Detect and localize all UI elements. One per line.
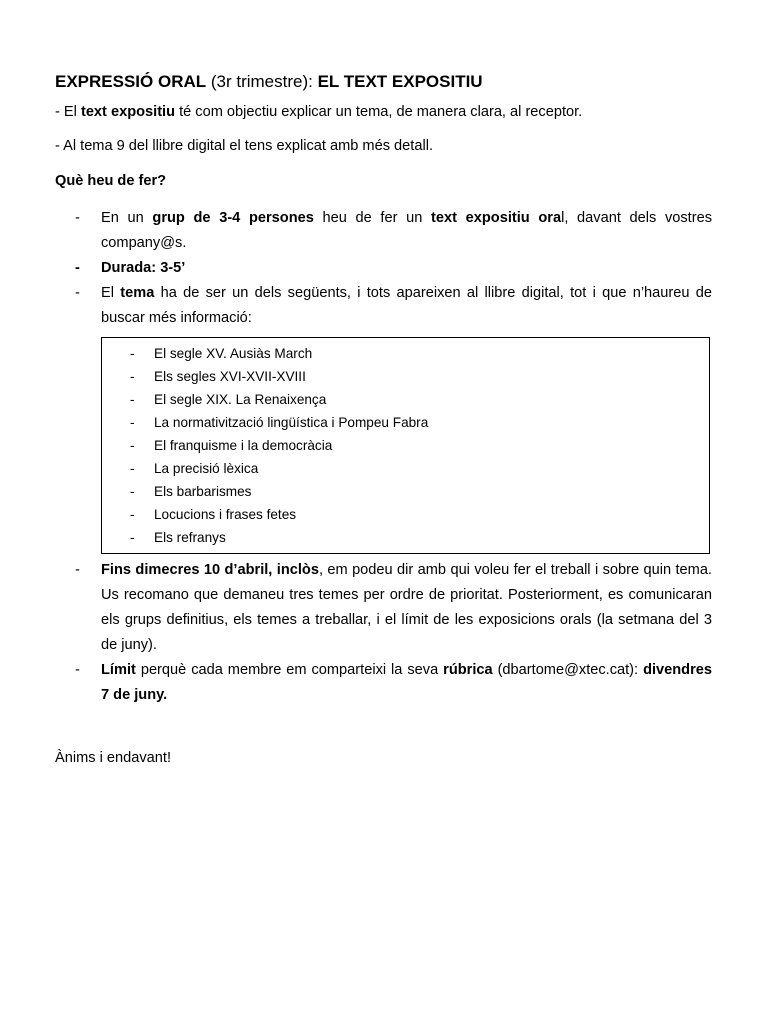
topic-item [102, 503, 709, 526]
instructions-list [55, 206, 712, 331]
topic-item [102, 411, 709, 434]
intro-paragraph-2: - Al tema 9 del llibre digital el tens explicat amb més detall. [55, 138, 433, 154]
bullet-dash: - [75, 562, 80, 578]
b1-bold-text: text expositiu ora [431, 210, 562, 226]
bullet-dash: - [75, 285, 80, 301]
b5-bold-rubrica: rúbrica [443, 662, 493, 678]
topic-dash: - [130, 530, 135, 545]
question-heading: Què heu de fer? [55, 173, 167, 189]
topic-dash: - [130, 484, 135, 499]
b1-text-a: En un [101, 210, 153, 226]
title-normal: (3r trimestre): [206, 72, 318, 91]
b4-text: , em podeu dir amb qui voleu fer el treball i sobre quin tema. Us recomano que demaneu tres temes per ordre de prioritat. Posteriorment, es comunicaran els grups definitius, els temes a treballar, i el límit de les exposicions orals (la setmana del 3 de juny). [101, 562, 712, 653]
bullet-dash: - [75, 662, 80, 678]
closing-text: Ànims i endavant! [55, 750, 172, 766]
intro1-bold: text expositiu [80, 104, 176, 120]
b5-bold-date: divendres 7 de juny. [101, 662, 713, 703]
b4-bold-date: Fins dimecres 10 d’abril, inclòs [101, 562, 319, 578]
topic-dash: - [130, 415, 135, 430]
instruction-item-limit [55, 658, 712, 708]
instruction-item-group [55, 206, 712, 256]
b3-bold-tema: tema [120, 285, 155, 301]
b3-text-a: El [101, 285, 121, 301]
topic-item [102, 388, 709, 411]
topics-list [102, 342, 709, 549]
topic-item [102, 434, 709, 457]
topic-label: Els refranys [154, 530, 226, 545]
b5-text-b: perquè cada membre em comparteixi la seva [135, 662, 444, 678]
b1-text-c: heu de fer un [313, 210, 432, 226]
topic-dash: - [130, 461, 135, 476]
b5-email: (dbartome@xtec.cat): [492, 662, 644, 678]
topic-label: Els barbarismes [154, 484, 252, 499]
topic-dash: - [130, 346, 135, 361]
topic-item [102, 365, 709, 388]
topic-label: El segle XIX. La Renaixença [154, 392, 327, 407]
topic-dash: - [130, 507, 135, 522]
document-body [55, 70, 712, 708]
b1-bold-group: grup de 3-4 persones [152, 210, 314, 226]
topic-item [102, 457, 709, 480]
intro1-text-c: té com objectiu explicar un tema, de manera clara, al receptor. [175, 104, 583, 120]
b1-text-e: l, davant dels vostres company@s. [101, 210, 713, 251]
topic-item [102, 480, 709, 503]
intro1-text-a: - El [55, 104, 81, 120]
topic-label: El segle XV. Ausiàs March [154, 346, 313, 361]
topic-item [102, 526, 709, 549]
topic-label: Locucions i frases fetes [154, 507, 297, 522]
instruction-item-deadline [55, 558, 712, 658]
title-bold-2: EL TEXT EXPOSITIU [317, 72, 483, 91]
topic-dash: - [130, 438, 135, 453]
topic-label: La normativització lingüística i Pompeu Fabra [154, 415, 429, 430]
topic-label: Els segles XVI-XVII-XVIII [154, 369, 306, 384]
topic-label: El franquisme i la democràcia [154, 438, 333, 453]
instruction-item-duration [55, 256, 712, 281]
title-bold-1: EXPRESSIÓ ORAL [55, 72, 207, 91]
document-title [55, 70, 712, 94]
b5-bold-limit: Límit [101, 662, 136, 678]
topics-box [101, 337, 710, 554]
topic-dash: - [130, 369, 135, 384]
instructions-list-continued [55, 558, 712, 708]
duration-text: Durada: 3-5’ [101, 260, 186, 276]
bullet-dash: - [75, 260, 80, 276]
bullet-dash: - [75, 210, 80, 226]
topic-dash: - [130, 392, 135, 407]
topic-item [102, 342, 709, 365]
topic-label: La precisió lèxica [154, 461, 259, 476]
instruction-item-topic [55, 281, 712, 331]
b3-text-c: ha de ser un dels següents, i tots apareixen al llibre digital, tot i que n’haureu de buscar més informació: [101, 285, 713, 326]
intro-paragraph-1 [55, 102, 712, 122]
